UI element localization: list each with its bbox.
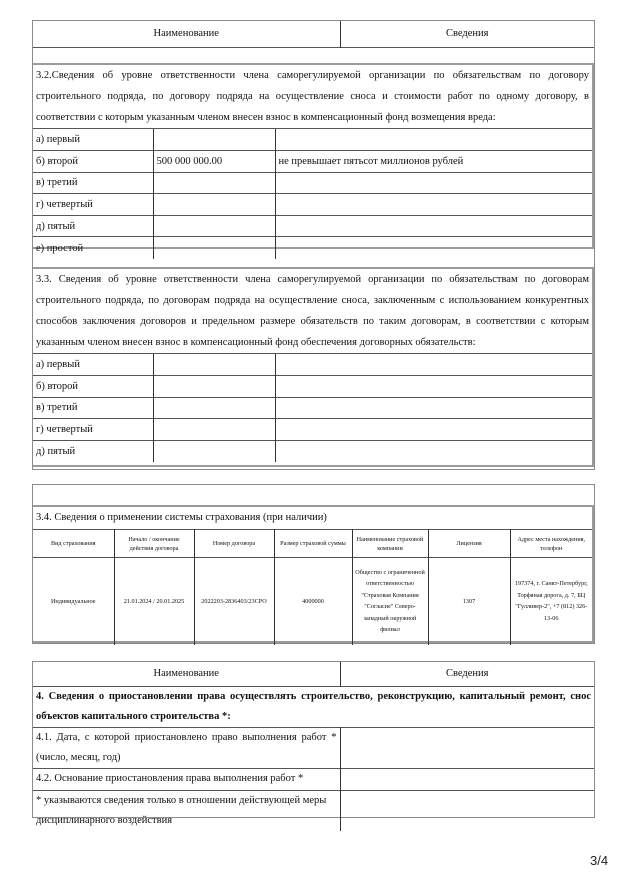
level-label: а) первый	[33, 129, 153, 151]
level-label: а) первый	[33, 354, 153, 376]
table-row	[33, 215, 592, 237]
table-row	[33, 237, 592, 259]
table-row	[33, 727, 594, 768]
page-number: 3/4	[590, 853, 609, 868]
header-col-info: Сведения	[446, 28, 489, 40]
header-col-name: Наименование	[33, 21, 340, 47]
table-row	[33, 440, 592, 462]
level-note	[275, 397, 592, 419]
level-note	[275, 194, 592, 216]
license-number: 1307	[428, 558, 510, 645]
insurance-header-row	[33, 530, 592, 558]
section-3-3	[33, 267, 594, 467]
top-frame	[32, 20, 595, 470]
level-note	[275, 172, 592, 194]
row-label: 4.2. Основание приостановления права выполнения работ *	[33, 768, 340, 790]
level-note	[275, 215, 592, 237]
level-amount	[153, 172, 275, 194]
section-4-title-row	[33, 686, 594, 727]
level-note	[275, 419, 592, 441]
section-3-4	[33, 505, 594, 643]
col-insurer-name: Наименование страховой компании	[352, 530, 428, 558]
table-row	[33, 790, 594, 831]
level-label: г) четвертый	[33, 194, 153, 216]
table-row	[33, 151, 592, 173]
section-4-table	[33, 662, 594, 831]
section-3-3-text: 3.3. Сведения об уровне ответственности члена саморегулируемой организации по обязательствам по договорам строительного подряда, по договорам подряда на осуществление сноса, заключенным с использованием конкурентных способов заключения договоров и предельном размере обязательств по таким договорам, в соответствии с которым указанным членом внесен взнос в компенсационный фонд обеспечения договорных обязательств:	[33, 269, 592, 354]
level-label: в) третий	[33, 172, 153, 194]
table-row	[33, 419, 592, 441]
contract-period: 21.01.2024 / 20.01.2025	[114, 558, 194, 645]
level-amount	[153, 376, 275, 398]
level-amount	[153, 397, 275, 419]
table-row	[33, 129, 592, 151]
table-row	[33, 354, 592, 376]
section-3-2	[33, 63, 594, 254]
level-label: д) пятый	[33, 215, 153, 237]
header-table	[33, 21, 594, 48]
insurance-type: Индивидуальное	[33, 558, 114, 645]
row-label: * указываются сведения только в отношении действующей меры дисциплинарного воздействия	[33, 790, 340, 831]
section-3-4-title: 3.4. Сведения о применении системы страхования (при наличии)	[36, 512, 327, 523]
col-license: Лицензия	[428, 530, 510, 558]
level-amount	[153, 419, 275, 441]
section-3-3-table	[33, 354, 592, 462]
level-amount	[153, 354, 275, 376]
level-label: в) третий	[33, 397, 153, 419]
level-label: б) второй	[33, 376, 153, 398]
section-4-title: 4. Сведения о приостановлении права осуществлять строительство, реконструкцию, капитальный ремонт, снос объектов капитального строительства *:	[33, 686, 594, 727]
col-insured-sum: Размер страховой суммы	[274, 530, 352, 558]
col-contract-period: Начало / окончание действия договора	[114, 530, 194, 558]
table-row	[33, 376, 592, 398]
row-value	[340, 790, 594, 831]
level-note	[275, 376, 592, 398]
col-address: Адрес места нахождения, телефон	[510, 530, 592, 558]
row-value	[340, 727, 594, 768]
level-amount	[153, 237, 275, 259]
col-contract-number: Номер договора	[194, 530, 274, 558]
contract-number: 2022203-2836403/23СРО	[194, 558, 274, 645]
header-col-info: Сведения	[446, 667, 489, 679]
insured-sum: 4000000	[274, 558, 352, 645]
section-4-header-row	[33, 662, 594, 686]
level-note	[275, 129, 592, 151]
section-3-2-text: 3.2.Сведения об уровне ответственности члена саморегулируемой организации по обязательствам по договору строительного подряда, по договору подряда на осуществление сноса и стоимости работ по одному договору, в соответствии с которым указанным членом внесен взнос в компенсационный фонд возмещения вреда:	[33, 65, 592, 129]
level-note	[275, 354, 592, 376]
level-note	[275, 237, 592, 259]
section-4-frame	[32, 661, 595, 826]
level-label: б) второй	[33, 151, 153, 173]
row-value	[340, 768, 594, 790]
row-label: 4.1. Дата, с которой приостановлено право выполнения работ * (число, месяц, год)	[33, 727, 340, 768]
insurer-address: 197374, г. Санкт-Петербург, Торфяная дорога, д. 7, БЦ "Гулливер-2", +7 (812) 326-13-06	[510, 558, 592, 645]
col-insurance-type: Вид страхования	[33, 530, 114, 558]
level-note	[275, 440, 592, 462]
section-3-2-table	[33, 129, 592, 259]
level-amount: 500 000 000.00	[153, 151, 275, 173]
level-amount	[153, 215, 275, 237]
table-row	[33, 558, 592, 645]
level-label: г) четвертый	[33, 419, 153, 441]
level-amount	[153, 194, 275, 216]
level-amount	[153, 129, 275, 151]
insurer-name: Общество с ограниченной ответственностью "Страховая Компания "Согласие" Северо-западный окружной филиал	[352, 558, 428, 645]
table-row	[33, 172, 592, 194]
insurance-table	[33, 529, 592, 645]
level-label: е) простой	[33, 237, 153, 259]
level-note: не превышает пятьсот миллионов рублей	[275, 151, 592, 173]
insurance-frame	[32, 484, 595, 644]
header-col-name: Наименование	[33, 662, 340, 686]
level-label: д) пятый	[33, 440, 153, 462]
level-amount	[153, 440, 275, 462]
table-row	[33, 768, 594, 790]
table-row	[33, 397, 592, 419]
table-row	[33, 194, 592, 216]
